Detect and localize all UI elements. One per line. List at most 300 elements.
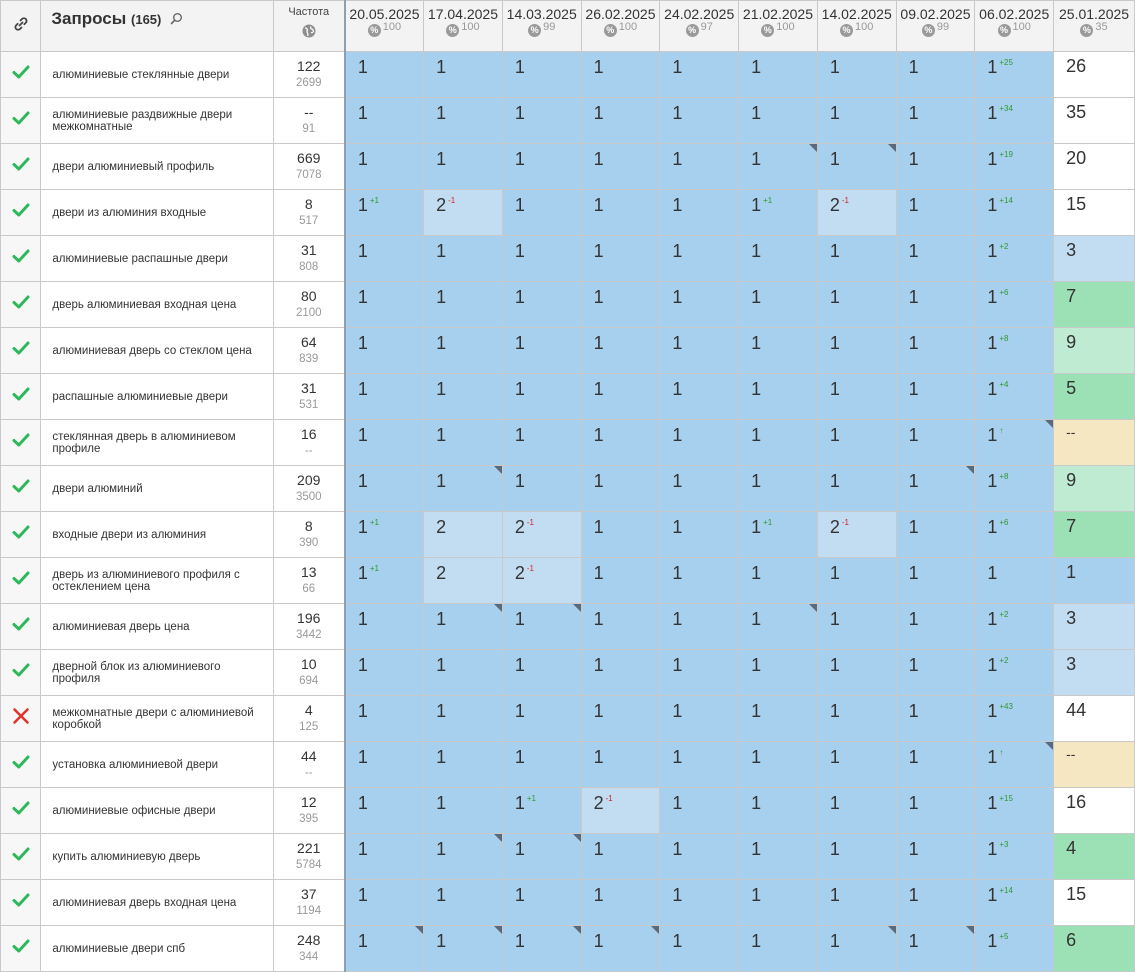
position-cell[interactable] bbox=[896, 328, 975, 374]
position-cell[interactable] bbox=[345, 328, 424, 374]
position-cell[interactable] bbox=[581, 742, 660, 788]
queries-column-header[interactable] bbox=[41, 1, 273, 52]
position-cell[interactable] bbox=[975, 558, 1054, 604]
check-icon[interactable] bbox=[12, 340, 30, 356]
position-cell[interactable] bbox=[739, 788, 818, 834]
position-cell[interactable] bbox=[739, 512, 818, 558]
query-text[interactable]: алюминиевая дверь входная цена bbox=[41, 880, 273, 926]
table-row[interactable] bbox=[1, 236, 1135, 282]
position-cell[interactable] bbox=[660, 282, 739, 328]
position-cell[interactable] bbox=[817, 144, 896, 190]
position-cell[interactable] bbox=[817, 926, 896, 972]
table-row[interactable] bbox=[1, 512, 1135, 558]
position-cell[interactable] bbox=[424, 98, 503, 144]
position-cell[interactable] bbox=[660, 742, 739, 788]
position-cell[interactable] bbox=[739, 282, 818, 328]
status-cell[interactable] bbox=[1, 466, 41, 512]
check-icon[interactable] bbox=[12, 846, 30, 862]
position-cell[interactable] bbox=[817, 696, 896, 742]
position-cell[interactable] bbox=[660, 512, 739, 558]
position-cell[interactable] bbox=[817, 98, 896, 144]
position-cell[interactable] bbox=[975, 650, 1054, 696]
position-cell[interactable] bbox=[817, 604, 896, 650]
query-text[interactable]: дверь алюминиевая входная цена bbox=[41, 282, 273, 328]
position-cell[interactable] bbox=[817, 880, 896, 926]
position-cell[interactable] bbox=[502, 466, 581, 512]
check-icon[interactable] bbox=[12, 294, 30, 310]
position-cell[interactable] bbox=[739, 420, 818, 466]
status-cell[interactable] bbox=[1, 512, 41, 558]
position-cell[interactable] bbox=[817, 650, 896, 696]
position-cell[interactable] bbox=[502, 374, 581, 420]
position-cell[interactable] bbox=[739, 834, 818, 880]
position-cell[interactable] bbox=[424, 696, 503, 742]
position-cell[interactable] bbox=[660, 650, 739, 696]
position-cell[interactable] bbox=[975, 420, 1054, 466]
position-cell[interactable] bbox=[345, 558, 424, 604]
position-cell-oldest[interactable] bbox=[1054, 190, 1135, 236]
query-text[interactable]: купить алюминиевую дверь bbox=[41, 834, 273, 880]
date-column-header[interactable] bbox=[1054, 1, 1135, 52]
status-cell[interactable] bbox=[1, 420, 41, 466]
check-icon[interactable] bbox=[12, 570, 30, 586]
position-cell-oldest[interactable] bbox=[1054, 374, 1135, 420]
status-cell[interactable] bbox=[1, 696, 41, 742]
position-cell[interactable] bbox=[502, 558, 581, 604]
date-column-header[interactable] bbox=[345, 1, 424, 52]
table-row[interactable] bbox=[1, 604, 1135, 650]
date-column-header[interactable] bbox=[424, 1, 503, 52]
position-cell[interactable] bbox=[345, 282, 424, 328]
position-cell-oldest[interactable] bbox=[1054, 466, 1135, 512]
status-cell[interactable] bbox=[1, 190, 41, 236]
link-column-header[interactable] bbox=[1, 1, 41, 52]
table-row[interactable] bbox=[1, 926, 1135, 972]
position-cell[interactable] bbox=[581, 236, 660, 282]
position-cell[interactable] bbox=[896, 52, 975, 98]
position-cell[interactable] bbox=[660, 926, 739, 972]
position-cell[interactable] bbox=[975, 328, 1054, 374]
position-cell[interactable] bbox=[660, 696, 739, 742]
query-text[interactable]: алюминиевые раздвижные двери межкомнатные bbox=[41, 98, 273, 144]
position-cell-oldest[interactable] bbox=[1054, 328, 1135, 374]
position-cell-oldest[interactable] bbox=[1054, 144, 1135, 190]
position-cell[interactable] bbox=[502, 52, 581, 98]
position-cell[interactable] bbox=[660, 374, 739, 420]
position-cell[interactable] bbox=[502, 98, 581, 144]
position-cell-oldest[interactable] bbox=[1054, 98, 1135, 144]
position-cell[interactable] bbox=[345, 742, 424, 788]
position-cell[interactable] bbox=[739, 52, 818, 98]
position-cell[interactable] bbox=[817, 512, 896, 558]
position-cell-oldest[interactable] bbox=[1054, 236, 1135, 282]
query-text[interactable]: дверной блок из алюминиевого профиля bbox=[41, 650, 273, 696]
position-cell[interactable] bbox=[896, 880, 975, 926]
search-icon[interactable] bbox=[170, 10, 183, 30]
position-cell[interactable] bbox=[581, 282, 660, 328]
date-column-header[interactable] bbox=[502, 1, 581, 52]
position-cell[interactable] bbox=[502, 236, 581, 282]
cross-icon[interactable] bbox=[12, 707, 30, 725]
check-icon[interactable] bbox=[12, 432, 30, 448]
position-cell[interactable] bbox=[502, 512, 581, 558]
position-cell[interactable] bbox=[424, 788, 503, 834]
check-icon[interactable] bbox=[12, 754, 30, 770]
position-cell[interactable] bbox=[345, 788, 424, 834]
query-text[interactable]: входные двери из алюминия bbox=[41, 512, 273, 558]
position-cell[interactable] bbox=[502, 328, 581, 374]
check-icon[interactable] bbox=[12, 110, 30, 126]
check-icon[interactable] bbox=[12, 662, 30, 678]
position-cell[interactable] bbox=[660, 52, 739, 98]
query-text[interactable]: алюминиевые распашные двери bbox=[41, 236, 273, 282]
position-cell[interactable] bbox=[817, 742, 896, 788]
position-cell[interactable] bbox=[502, 282, 581, 328]
position-cell[interactable] bbox=[660, 834, 739, 880]
position-cell[interactable] bbox=[896, 604, 975, 650]
query-text[interactable]: алюминиевые стеклянные двери bbox=[41, 52, 273, 98]
visibility-value: 100 bbox=[461, 20, 480, 33]
position-cell[interactable] bbox=[896, 742, 975, 788]
position-cell[interactable] bbox=[739, 650, 818, 696]
position-cell[interactable] bbox=[424, 190, 503, 236]
position-cell[interactable] bbox=[581, 880, 660, 926]
frequency-cell bbox=[273, 650, 345, 696]
status-cell[interactable] bbox=[1, 834, 41, 880]
position-cell[interactable] bbox=[739, 742, 818, 788]
query-text[interactable]: алюминиевая дверь со стеклом цена bbox=[41, 328, 273, 374]
table-row[interactable] bbox=[1, 144, 1135, 190]
position-cell[interactable] bbox=[424, 926, 503, 972]
position-cell[interactable] bbox=[581, 696, 660, 742]
position-cell[interactable] bbox=[975, 466, 1054, 512]
status-cell[interactable] bbox=[1, 98, 41, 144]
position-cell[interactable] bbox=[817, 834, 896, 880]
position-cell[interactable] bbox=[660, 236, 739, 282]
position-cell[interactable] bbox=[502, 742, 581, 788]
position-value: 1 bbox=[908, 701, 919, 721]
position-cell[interactable] bbox=[581, 190, 660, 236]
position-cell[interactable] bbox=[502, 190, 581, 236]
position-cell[interactable] bbox=[581, 512, 660, 558]
position-cell[interactable] bbox=[817, 420, 896, 466]
position-cell[interactable] bbox=[502, 650, 581, 696]
position-cell[interactable] bbox=[817, 236, 896, 282]
position-cell[interactable] bbox=[739, 190, 818, 236]
status-cell[interactable] bbox=[1, 282, 41, 328]
position-cell[interactable] bbox=[975, 834, 1054, 880]
query-text[interactable]: алюминиевые офисные двери bbox=[41, 788, 273, 834]
position-cell[interactable] bbox=[345, 696, 424, 742]
position-cell[interactable] bbox=[975, 742, 1054, 788]
query-text[interactable]: дверь из алюминиевого профиля с остеклением цена bbox=[41, 558, 273, 604]
position-cell-oldest[interactable] bbox=[1054, 696, 1135, 742]
status-cell[interactable] bbox=[1, 742, 41, 788]
date-column-header[interactable] bbox=[896, 1, 975, 52]
position-cell[interactable] bbox=[975, 282, 1054, 328]
position-cell[interactable] bbox=[660, 328, 739, 374]
position-cell[interactable] bbox=[975, 98, 1054, 144]
query-text[interactable]: алюминиевые двери спб bbox=[41, 926, 273, 972]
position-cell[interactable] bbox=[424, 558, 503, 604]
position-cell[interactable] bbox=[581, 328, 660, 374]
date-column-header[interactable] bbox=[817, 1, 896, 52]
query-text[interactable]: распашные алюминиевые двери bbox=[41, 374, 273, 420]
position-cell-oldest[interactable] bbox=[1054, 834, 1135, 880]
status-cell[interactable] bbox=[1, 374, 41, 420]
query-text[interactable]: двери из алюминия входные bbox=[41, 190, 273, 236]
position-cell[interactable] bbox=[502, 834, 581, 880]
position-cell[interactable] bbox=[975, 144, 1054, 190]
position-cell[interactable] bbox=[345, 52, 424, 98]
table-row[interactable] bbox=[1, 834, 1135, 880]
position-cell-oldest[interactable] bbox=[1054, 558, 1135, 604]
position-cell[interactable] bbox=[660, 98, 739, 144]
status-cell[interactable] bbox=[1, 328, 41, 374]
position-cell[interactable] bbox=[424, 834, 503, 880]
position-cell[interactable] bbox=[975, 880, 1054, 926]
table-row[interactable] bbox=[1, 880, 1135, 926]
position-cell[interactable] bbox=[345, 236, 424, 282]
position-cell[interactable] bbox=[896, 788, 975, 834]
table-row[interactable] bbox=[1, 52, 1135, 98]
position-cell[interactable] bbox=[975, 190, 1054, 236]
date-column-header[interactable] bbox=[581, 1, 660, 52]
position-cell[interactable] bbox=[502, 144, 581, 190]
position-cell[interactable] bbox=[896, 926, 975, 972]
position-cell[interactable] bbox=[896, 144, 975, 190]
table-row[interactable] bbox=[1, 282, 1135, 328]
position-cell[interactable] bbox=[502, 696, 581, 742]
position-cell[interactable] bbox=[975, 512, 1054, 558]
position-cell[interactable] bbox=[345, 98, 424, 144]
position-cell[interactable] bbox=[424, 880, 503, 926]
position-cell[interactable] bbox=[581, 466, 660, 512]
status-cell[interactable] bbox=[1, 52, 41, 98]
status-cell[interactable] bbox=[1, 236, 41, 282]
position-cell[interactable] bbox=[817, 52, 896, 98]
position-cell[interactable] bbox=[660, 880, 739, 926]
position-cell[interactable] bbox=[424, 236, 503, 282]
check-icon[interactable] bbox=[12, 202, 30, 218]
position-cell[interactable] bbox=[739, 604, 818, 650]
status-cell[interactable] bbox=[1, 558, 41, 604]
position-cell[interactable] bbox=[660, 144, 739, 190]
position-cell[interactable] bbox=[502, 788, 581, 834]
table-row[interactable] bbox=[1, 696, 1135, 742]
position-cell[interactable] bbox=[739, 880, 818, 926]
position-cell[interactable] bbox=[896, 650, 975, 696]
position-cell[interactable] bbox=[502, 880, 581, 926]
position-cell[interactable] bbox=[424, 420, 503, 466]
position-value: 1 bbox=[829, 471, 840, 491]
position-cell-oldest[interactable] bbox=[1054, 604, 1135, 650]
position-cell[interactable] bbox=[581, 558, 660, 604]
position-cell[interactable] bbox=[345, 604, 424, 650]
position-cell-oldest[interactable] bbox=[1054, 926, 1135, 972]
position-cell[interactable] bbox=[424, 328, 503, 374]
check-icon[interactable] bbox=[12, 524, 30, 540]
position-cell[interactable] bbox=[817, 374, 896, 420]
status-cell[interactable] bbox=[1, 788, 41, 834]
table-row[interactable] bbox=[1, 650, 1135, 696]
position-cell[interactable] bbox=[896, 696, 975, 742]
position-cell[interactable] bbox=[581, 144, 660, 190]
position-cell[interactable] bbox=[975, 788, 1054, 834]
position-cell[interactable] bbox=[345, 144, 424, 190]
check-icon[interactable] bbox=[12, 64, 30, 80]
position-cell[interactable] bbox=[581, 650, 660, 696]
position-cell[interactable] bbox=[345, 420, 424, 466]
position-cell[interactable] bbox=[424, 374, 503, 420]
position-cell[interactable] bbox=[581, 420, 660, 466]
position-cell[interactable] bbox=[739, 696, 818, 742]
position-cell[interactable] bbox=[817, 328, 896, 374]
position-cell[interactable] bbox=[896, 98, 975, 144]
position-cell[interactable] bbox=[424, 650, 503, 696]
position-cell[interactable] bbox=[502, 420, 581, 466]
position-cell[interactable] bbox=[424, 144, 503, 190]
date-column-header[interactable] bbox=[975, 1, 1054, 52]
check-icon[interactable] bbox=[12, 616, 30, 632]
position-cell[interactable] bbox=[975, 236, 1054, 282]
table-row[interactable] bbox=[1, 328, 1135, 374]
position-cell[interactable] bbox=[817, 282, 896, 328]
position-cell[interactable] bbox=[345, 466, 424, 512]
position-cell[interactable] bbox=[581, 52, 660, 98]
position-cell[interactable] bbox=[660, 190, 739, 236]
position-cell[interactable] bbox=[896, 466, 975, 512]
position-cell-oldest[interactable] bbox=[1054, 420, 1135, 466]
position-cell-oldest[interactable] bbox=[1054, 282, 1135, 328]
status-cell[interactable] bbox=[1, 880, 41, 926]
frequency-column-header[interactable] bbox=[273, 1, 345, 52]
check-icon[interactable] bbox=[12, 892, 30, 908]
query-text[interactable]: двери алюминий bbox=[41, 466, 273, 512]
table-row[interactable] bbox=[1, 98, 1135, 144]
position-cell[interactable] bbox=[739, 328, 818, 374]
position-cell[interactable] bbox=[502, 926, 581, 972]
position-cell-oldest[interactable] bbox=[1054, 512, 1135, 558]
position-cell[interactable] bbox=[660, 420, 739, 466]
position-cell-oldest[interactable] bbox=[1054, 52, 1135, 98]
position-value: 1 bbox=[593, 103, 604, 123]
position-cell[interactable] bbox=[896, 374, 975, 420]
position-cell-oldest[interactable] bbox=[1054, 742, 1135, 788]
status-cell[interactable] bbox=[1, 926, 41, 972]
link-icon[interactable] bbox=[13, 16, 29, 32]
position-cell[interactable] bbox=[345, 926, 424, 972]
position-cell[interactable] bbox=[502, 604, 581, 650]
position-cell[interactable] bbox=[660, 604, 739, 650]
position-cell[interactable] bbox=[739, 466, 818, 512]
position-cell[interactable] bbox=[975, 926, 1054, 972]
position-cell[interactable] bbox=[739, 98, 818, 144]
position-cell[interactable] bbox=[581, 926, 660, 972]
position-cell[interactable] bbox=[896, 282, 975, 328]
position-cell[interactable] bbox=[660, 788, 739, 834]
check-icon[interactable] bbox=[12, 386, 30, 402]
table-row[interactable] bbox=[1, 742, 1135, 788]
position-cell[interactable] bbox=[581, 98, 660, 144]
position-cell[interactable] bbox=[581, 834, 660, 880]
table-row[interactable] bbox=[1, 374, 1135, 420]
position-cell[interactable] bbox=[896, 834, 975, 880]
position-cell[interactable] bbox=[896, 236, 975, 282]
check-icon[interactable] bbox=[12, 248, 30, 264]
status-cell[interactable] bbox=[1, 604, 41, 650]
query-text[interactable]: стеклянная дверь в алюминиевом профиле bbox=[41, 420, 273, 466]
position-cell[interactable] bbox=[975, 604, 1054, 650]
position-cell[interactable] bbox=[896, 420, 975, 466]
position-cell[interactable] bbox=[345, 650, 424, 696]
position-cell[interactable] bbox=[896, 512, 975, 558]
position-cell-oldest[interactable] bbox=[1054, 650, 1135, 696]
position-cell[interactable] bbox=[424, 742, 503, 788]
check-icon[interactable] bbox=[12, 156, 30, 172]
query-text[interactable]: алюминиевая дверь цена bbox=[41, 604, 273, 650]
position-cell[interactable] bbox=[975, 696, 1054, 742]
table-row[interactable] bbox=[1, 190, 1135, 236]
date-column-header[interactable] bbox=[739, 1, 818, 52]
position-cell[interactable] bbox=[817, 466, 896, 512]
table-row[interactable] bbox=[1, 420, 1135, 466]
position-cell[interactable] bbox=[424, 604, 503, 650]
table-row[interactable] bbox=[1, 466, 1135, 512]
query-text[interactable]: двери алюминиевый профиль bbox=[41, 144, 273, 190]
query-text[interactable]: установка алюминиевой двери bbox=[41, 742, 273, 788]
position-cell[interactable] bbox=[975, 52, 1054, 98]
position-cell[interactable] bbox=[660, 558, 739, 604]
position-cell-oldest[interactable] bbox=[1054, 788, 1135, 834]
position-cell[interactable] bbox=[345, 190, 424, 236]
position-cell-oldest[interactable] bbox=[1054, 880, 1135, 926]
position-cell[interactable] bbox=[345, 834, 424, 880]
check-icon[interactable] bbox=[12, 800, 30, 816]
position-cell[interactable] bbox=[975, 374, 1054, 420]
status-cell[interactable] bbox=[1, 144, 41, 190]
position-cell[interactable] bbox=[739, 558, 818, 604]
position-cell[interactable] bbox=[817, 190, 896, 236]
position-cell[interactable] bbox=[345, 374, 424, 420]
position-cell[interactable] bbox=[739, 926, 818, 972]
position-cell[interactable] bbox=[739, 144, 818, 190]
position-cell[interactable] bbox=[581, 374, 660, 420]
table-row[interactable] bbox=[1, 788, 1135, 834]
position-cell[interactable] bbox=[345, 512, 424, 558]
position-cell[interactable] bbox=[424, 512, 503, 558]
position-cell[interactable] bbox=[739, 374, 818, 420]
table-row[interactable] bbox=[1, 558, 1135, 604]
check-icon[interactable] bbox=[12, 478, 30, 494]
position-cell[interactable] bbox=[581, 788, 660, 834]
position-cell[interactable] bbox=[424, 52, 503, 98]
position-cell[interactable] bbox=[817, 788, 896, 834]
position-cell[interactable] bbox=[896, 190, 975, 236]
position-cell[interactable] bbox=[660, 466, 739, 512]
position-cell[interactable] bbox=[424, 466, 503, 512]
position-cell[interactable] bbox=[424, 282, 503, 328]
position-cell[interactable] bbox=[896, 558, 975, 604]
date-column-header[interactable] bbox=[660, 1, 739, 52]
position-cell[interactable] bbox=[345, 880, 424, 926]
position-cell[interactable] bbox=[739, 236, 818, 282]
query-text[interactable]: межкомнатные двери с алюминиевой коробкой bbox=[41, 696, 273, 742]
position-cell[interactable] bbox=[817, 558, 896, 604]
status-cell[interactable] bbox=[1, 650, 41, 696]
check-icon[interactable] bbox=[12, 938, 30, 954]
position-cell[interactable] bbox=[581, 604, 660, 650]
